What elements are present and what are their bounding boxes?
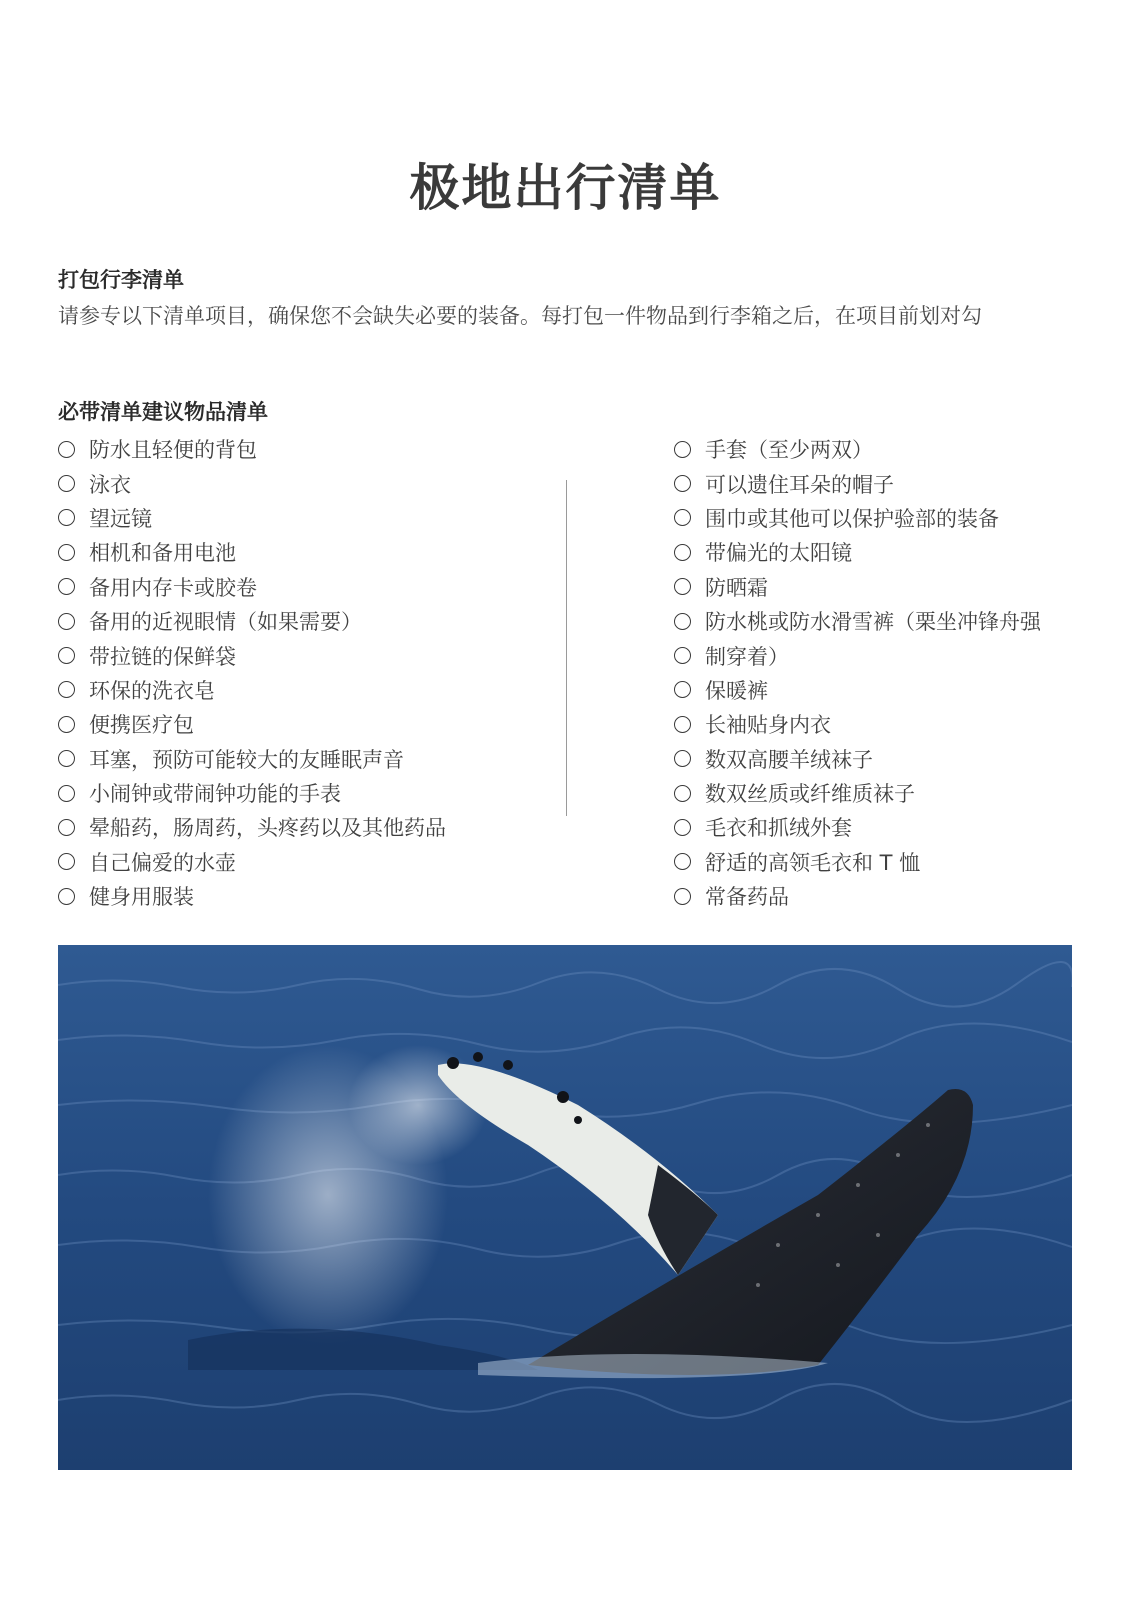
checkbox-circle-icon[interactable] — [58, 544, 75, 561]
packing-list-heading: 打包行李清单 — [58, 268, 184, 292]
checklist-right-item[interactable] — [674, 776, 1094, 810]
checkbox-circle-icon[interactable] — [674, 509, 691, 526]
checkbox-circle-icon[interactable] — [674, 613, 691, 630]
checklist-item-label: 手套（至少两双） — [705, 438, 873, 463]
checklist-item-label: 自己偏爱的水壶 — [89, 850, 236, 875]
checklist-item-label: 耳塞，预防可能较大的友睡眠声音 — [89, 747, 404, 772]
checkbox-circle-icon[interactable] — [58, 509, 75, 526]
checklist-item-label: 常备药品 — [705, 885, 789, 910]
checklist-item-label: 毛衣和抓绒外套 — [705, 816, 852, 841]
checklist-right-column — [674, 432, 1094, 913]
checklist-item-label: 长袖贴身内衣 — [705, 713, 831, 738]
checklist-item-label: 相机和备用电池 — [89, 541, 236, 566]
checkbox-circle-icon[interactable] — [674, 819, 691, 836]
humpback-whale-breaching-photo — [58, 945, 1072, 1470]
checklist-item-label: 可以遗住耳朵的帽子 — [705, 472, 894, 497]
packing-instructions: 请参专以下清单项目，确保您不会缺失必要的装备。每打包一件物品到行李箱之后，在项目前划对勾 — [58, 304, 982, 328]
checklist-item-label: 防水且轻便的背包 — [89, 438, 257, 463]
checkbox-circle-icon[interactable] — [58, 716, 75, 733]
checklist-left-item[interactable] — [58, 604, 528, 638]
checkbox-circle-icon[interactable] — [58, 819, 75, 836]
checkbox-circle-icon[interactable] — [674, 785, 691, 802]
checkbox-circle-icon[interactable] — [674, 888, 691, 905]
checklist-left-item[interactable] — [58, 845, 528, 879]
checkbox-circle-icon[interactable] — [674, 544, 691, 561]
checklist-left-item[interactable] — [58, 466, 528, 500]
checkbox-circle-icon[interactable] — [674, 853, 691, 870]
checklist-right-item[interactable] — [674, 673, 1094, 707]
checklist-item-label: 小闹钟或带闹钟功能的手表 — [89, 782, 341, 807]
checkbox-circle-icon[interactable] — [674, 441, 691, 458]
checklist-right-item[interactable] — [674, 570, 1094, 604]
checklist-item-label: 围巾或其他可以保护验部的装备 — [705, 506, 999, 531]
checklist-item-label: 带拉链的保鲜袋 — [89, 644, 236, 669]
checkbox-circle-icon[interactable] — [58, 613, 75, 630]
checklist-item-label: 晕船药，肠周药，头疼药以及其他药品 — [89, 816, 446, 841]
checkbox-circle-icon[interactable] — [674, 681, 691, 698]
checklist-item-label: 环保的洗衣皂 — [89, 678, 215, 703]
checkbox-circle-icon[interactable] — [58, 681, 75, 698]
checklist-right-item[interactable] — [674, 432, 1094, 466]
checklist-right-item[interactable] — [674, 845, 1094, 879]
checklist-item-label: 数双丝质或纤维质袜子 — [705, 782, 915, 807]
checklist-left-item[interactable] — [58, 535, 528, 569]
essential-items-heading: 必带清单建议物品清单 — [58, 400, 268, 424]
checklist-right-item[interactable] — [674, 604, 1094, 638]
checklist-item-label: 便携医疗包 — [89, 713, 194, 738]
checklist-item-label: 望远镜 — [89, 506, 152, 531]
checkbox-circle-icon[interactable] — [58, 853, 75, 870]
column-divider — [566, 480, 567, 816]
checklist-right-item[interactable] — [674, 742, 1094, 776]
checklist-left-item[interactable] — [58, 810, 528, 844]
checklist-item-label: 保暖裤 — [705, 678, 768, 703]
checklist-left-item[interactable] — [58, 673, 528, 707]
checklist-left-item[interactable] — [58, 707, 528, 741]
checklist-right-item[interactable] — [674, 466, 1094, 500]
checkbox-circle-icon[interactable] — [58, 785, 75, 802]
checkbox-circle-icon[interactable] — [58, 578, 75, 595]
checklist-left-item[interactable] — [58, 432, 528, 466]
checklist-left-item[interactable] — [58, 570, 528, 604]
checklist-left-column — [58, 432, 528, 913]
checklist-right-item[interactable] — [674, 879, 1094, 913]
checklist-item-label: 泳衣 — [89, 472, 131, 497]
checkbox-circle-icon[interactable] — [58, 475, 75, 492]
checklist-right-item[interactable] — [674, 707, 1094, 741]
checkbox-circle-icon[interactable] — [58, 441, 75, 458]
checklist-right-item[interactable] — [674, 535, 1094, 569]
checkbox-circle-icon[interactable] — [674, 647, 691, 664]
whale-photo — [58, 945, 1072, 1470]
checklist-item-label: 备用的近视眼情（如果需要） — [89, 610, 362, 635]
page-title: 极地出行清单 — [409, 159, 722, 217]
checkbox-circle-icon[interactable] — [674, 475, 691, 492]
checkbox-circle-icon[interactable] — [674, 750, 691, 767]
checklist-item-label: 防水桃或防水滑雪裤（栗坐冲锋舟强 — [705, 610, 1041, 635]
checklist-left-item[interactable] — [58, 776, 528, 810]
checklist-item-label: 健身用服装 — [89, 885, 194, 910]
checkbox-circle-icon[interactable] — [58, 750, 75, 767]
checklist-item-label: 防晒霜 — [705, 575, 768, 600]
checklist-left-item[interactable] — [58, 638, 528, 672]
checklist-item-label: 舒适的高领毛衣和 T 恤 — [705, 850, 921, 875]
checkbox-circle-icon[interactable] — [58, 888, 75, 905]
checkbox-circle-icon[interactable] — [58, 647, 75, 664]
checklist-right-item[interactable] — [674, 501, 1094, 535]
checklist-item-label: 带偏光的太阳镜 — [705, 541, 852, 566]
checklist-left-item[interactable] — [58, 879, 528, 913]
checkbox-circle-icon[interactable] — [674, 716, 691, 733]
checklist-item-label: 备用内存卡或胶卷 — [89, 575, 257, 600]
checklist-right-item[interactable] — [674, 638, 1094, 672]
checkbox-circle-icon[interactable] — [674, 578, 691, 595]
checklist-item-label: 制穿着） — [705, 644, 789, 669]
checklist-item-label: 数双高腰羊绒袜子 — [705, 747, 873, 772]
checklist-left-item[interactable] — [58, 742, 528, 776]
checklist-left-item[interactable] — [58, 501, 528, 535]
checklist-right-item[interactable] — [674, 810, 1094, 844]
